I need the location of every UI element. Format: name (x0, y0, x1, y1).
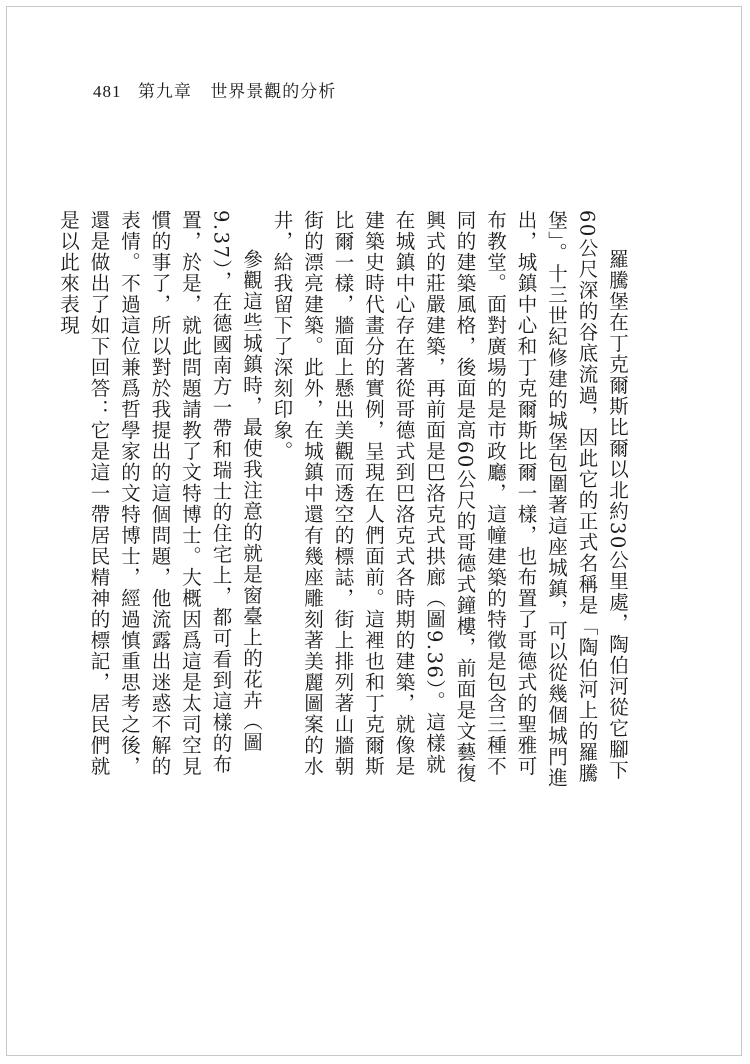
chapter-title: 世界景觀的分析 (210, 82, 337, 102)
chapter-label: 第九章 (137, 82, 192, 102)
paragraph-1: 羅騰堡在丁克爾斯比爾以北約30公里處，陶伯河從它腳下60公尺深的谷底流過，因此它的正式名稱是「陶伯河上的羅騰堡」。十三世紀修建的城堡包圍著這座城鎮，可以從幾個城門進出，城鎮中心和丁克爾斯比爾一樣，也布置了哥德式的聖雅可布教堂。面對廣場的是市政廳，這幢建築的特徵是包含三種不同的建築風格，後面是高60公尺的哥德式鐘樓，前面是文藝復興式的莊嚴建築，再前面是巴洛克式拱廊（圖9.36）。這樣就在城鎮中心存在著從哥德式到巴洛克式各時期的建築，就像是建築史時代畫分的實例，呈現在人們面前。這裡也和丁克爾斯比爾一樣，牆面上懸出美觀而透空的標誌，街上排列著山牆朝街的漂亮建築。此外，在城鎮中還有幾座雕刻著美麗圖案的水井，給我留下了深刻印象。 (270, 210, 629, 789)
paragraph-2: 參觀這些城鎮時，最使我注意的就是窗臺上的花卉（圖9.37），在德國南方一帶和瑞士的住宅上，都可看到這樣的布置，於是，就此問題請教了文特博士。大概因爲這是太司空見慣的事了，所以對於我提出的這個問題，他流露出迷惑不解的表情。不過這位兼爲哲學家的文特博士，經過慎重思考之後，還是做出了如下回答：它是這一帶居民精神的標記，居民們就是以此來表現 (57, 210, 263, 777)
body-text (57, 210, 632, 795)
page-number: 481 (93, 82, 122, 101)
running-head (93, 77, 336, 102)
